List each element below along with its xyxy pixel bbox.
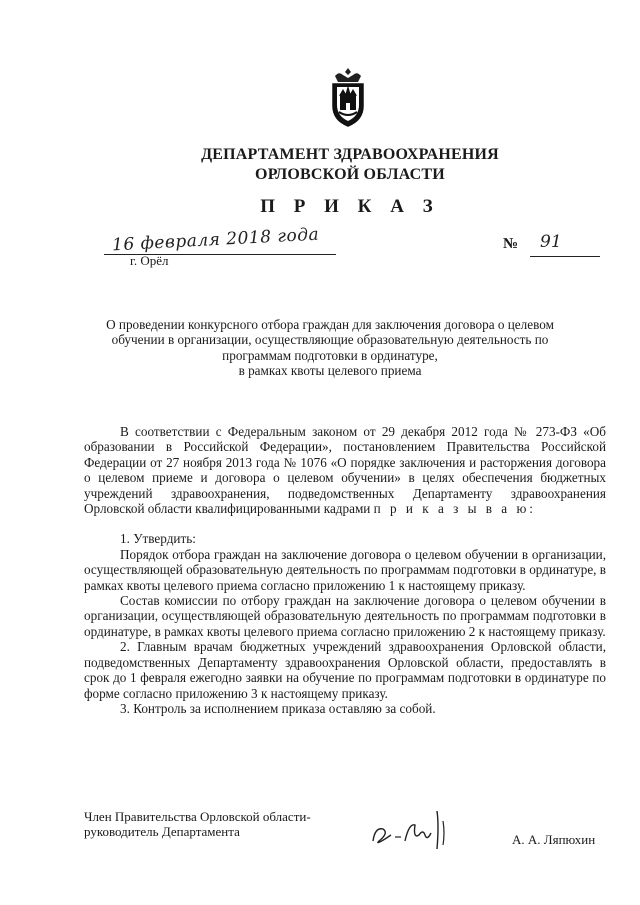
item-1-paragraph-1: Порядок отбора граждан на заключение договора о целевом обучении в организации, осуществляющей образовательную деятельность по программам подготовки в ординатуре, в рамках квоты целевого приема согласно приложению 1 к настоящему приказу. <box>84 546 606 593</box>
department-line-1: ДЕПАРТАМЕНТ ЗДРАВООХРАНЕНИЯ <box>201 146 499 163</box>
signatory-name: А. А. Ляпюхин <box>512 832 596 847</box>
number-underline <box>530 256 600 257</box>
department-name <box>120 145 580 185</box>
subject-line-4: в рамках квоты целевого приема <box>238 363 422 379</box>
order-number-label: № <box>503 236 519 252</box>
subject-line-3: программам подготовки в ординатуре, <box>222 347 438 363</box>
order-number-handwritten: 91 <box>540 232 562 252</box>
item-2-paragraph: 2. Главным врачам бюджетных учреждений здравоохранения Орловской области, подведомственных Департаменту здравоохранения Орловской области, предоставлять в срок до 1 февраля ежегодно заявки на обучение по программам подготовки в ординатуре по форме согласно приложению 3 к настоящему приказу. <box>84 639 606 701</box>
city: г. Орёл <box>130 253 169 268</box>
item-1-heading: 1. Утвердить: <box>120 531 196 547</box>
item-1-paragraph-2: Состав комиссии по отбору граждан на заключение договора о целевом обучении в организации, осуществляющей образовательную деятельность по программам подготовки в ординатуре, в рамках квоты целевого приема согласно приложению 2 к настоящему приказу. <box>84 593 606 639</box>
signatory-position-line-2: руководитель Департамента <box>84 824 240 840</box>
preamble-text: В соответствии с Федеральным законом от 29 декабря 2012 года № 273-ФЗ «Об образовании в Российской Федерации», постановлением Правительства Российской Федерации от 27 ноября 2013 года № 1076 «О порядке заключения и расторжения договора о целевом приеме и договора о целевом обучении» в целях обеспечения бюджетных учреждений здравоохранения, подведомственных Департаменту здравоохранения Орловской области квалифицированными кадрами <box>84 424 606 517</box>
subject-line-1: О проведении конкурсного отбора граждан для заключения договора о целевом <box>106 317 554 332</box>
item-3-paragraph: 3. Контроль за исполнением приказа оставляю за собой. <box>120 700 436 716</box>
order-title: П Р И К А З <box>260 196 440 217</box>
order-verb: п р и к а з ы в а ю: <box>373 501 536 517</box>
signatory-position <box>84 809 311 840</box>
subject-line-2: обучении в организации, осуществляющие образовательную деятельность по <box>111 332 549 348</box>
order-date-handwritten: 16 февраля 2018 года <box>111 224 320 256</box>
order-subject <box>100 317 560 379</box>
order-body <box>84 424 606 716</box>
department-line-2: ОРЛОВСКОЙ ОБЛАСТИ <box>255 166 445 183</box>
preamble-paragraph <box>84 424 606 516</box>
signatory-position-line-1: Член Правительства Орловской области- <box>84 809 311 824</box>
handwritten-signature-icon <box>365 805 465 855</box>
coat-of-arms-emblem-icon <box>327 66 369 128</box>
